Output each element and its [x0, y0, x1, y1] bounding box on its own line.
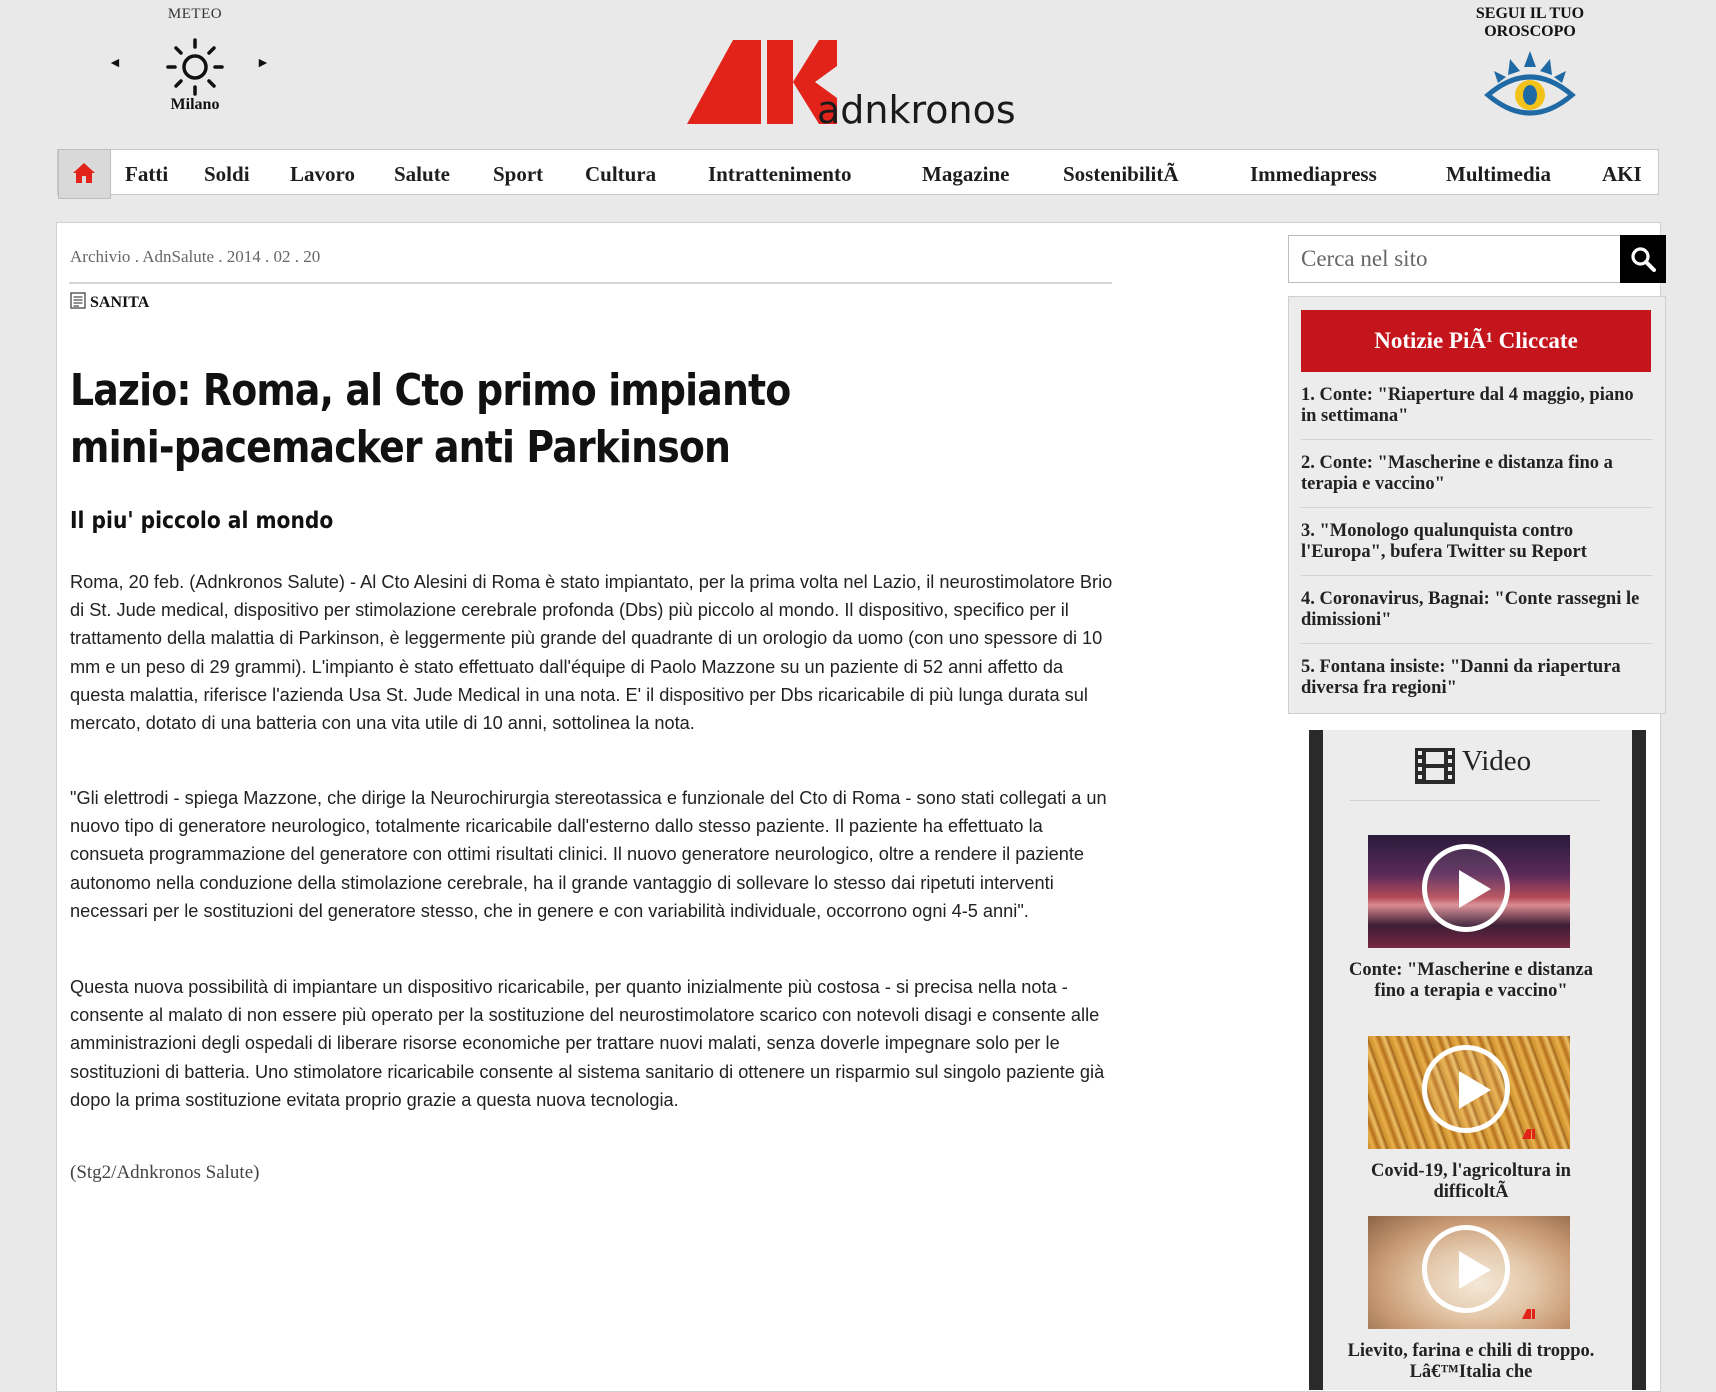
category-label: SANITA — [90, 294, 150, 311]
nav-item-multimedia[interactable]: Multimedia — [1446, 162, 1551, 186]
breadcrumb-adnsalute[interactable]: AdnSalute — [142, 247, 215, 266]
home-icon — [73, 163, 95, 183]
adnkronos-logo-small — [1522, 1129, 1540, 1139]
nav-item-sostenibilita[interactable]: SostenibilitÃ — [1063, 162, 1179, 186]
breadcrumb-month[interactable]: 02 — [273, 247, 291, 266]
adnkronos-logo-small — [1522, 1309, 1540, 1319]
search-input[interactable] — [1289, 236, 1617, 282]
breadcrumb: Archivio . AdnSalute . 2014 . 02 . 20 — [70, 247, 321, 266]
video-card[interactable] — [1340, 835, 1602, 1002]
article-paragraph: "Gli elettrodi - spiega Mazzone, che dirige la Neurochirurgia stereotassica e funzionale del Cto di Roma - sono stati collegati a un nuovo tipo di generatore neurologico, totalmente ricaricabile dall'esterno dallo stesso paziente. Il paziente ha effettuato la consueta programmazione del generatore con ottimi risultati clinici. Il nuovo generatore neurologico, oltre a rendere il paziente autonomo nella conduzione della stimolazione cerebrale, ha il grande vantaggio di sollevare lo stesso dai ripetuti interventi necessari per le sostituzioni del generatore stesso, che in genere e con variabilità individuale, occorrono ogni 4-5 anni". — [70, 788, 1107, 921]
popular-item[interactable]: 2. Conte: "Mascherine e distanza fino a terapia e vaccino" — [1301, 450, 1653, 508]
category-tag[interactable] — [70, 292, 149, 312]
article-paragraph: Questa nuova possibilità di impiantare un dispositivo ricaricabile, per quanto inizialmente più costosa - si precisa nella nota - consente al malato di non essere più operato per la sostituzione del neurostimolatore scarico con notevoli disagi e consente alle amministrazioni degli ospedali di liberare risorse economiche per trattare nuovi malati, senza doverle impegnare solo per le sostituzioni di batteria. Uno stimolatore ricaricabile consente al sistema sanitario di ottenere un risparmio sul singolo paziente già dopo la prima sostituzione evitata proprio grazie a questa nuova tecnologia. — [70, 977, 1105, 1110]
eye-icon — [1484, 49, 1576, 121]
video-divider — [1350, 800, 1600, 801]
popular-item[interactable]: 3. "Monologo qualunquista contro l'Europa", bufera Twitter su Report — [1301, 518, 1653, 576]
brand-name: adnkronos — [817, 88, 1016, 128]
main-nav — [57, 149, 1659, 195]
breadcrumb-year[interactable]: 2014 — [226, 247, 261, 266]
weather-label: METEO — [167, 6, 223, 22]
video-section-title: Video — [1462, 745, 1532, 777]
search-button[interactable] — [1620, 235, 1666, 283]
video-thumbnail[interactable] — [1368, 835, 1570, 948]
horoscope-label-line2: OROSCOPO — [1484, 23, 1576, 40]
video-card[interactable] — [1340, 1216, 1602, 1383]
breadcrumb-divider — [69, 282, 1112, 284]
video-caption[interactable]: Covid-19, l'agricoltura in difficoltÃ — [1371, 1161, 1571, 1202]
sun-icon — [160, 32, 230, 102]
nav-item-soldi[interactable]: Soldi — [204, 162, 250, 186]
nav-item-aki[interactable]: AKI — [1602, 162, 1642, 186]
video-caption[interactable]: Lievito, farina e chili di troppo. Lâ€™Italia che — [1347, 1341, 1595, 1382]
article-title: Lazio: Roma, al Cto primo impianto mini-pacemacker anti Parkinson — [70, 365, 791, 473]
document-icon — [70, 292, 86, 309]
nav-item-immediapress[interactable]: Immediapress — [1250, 162, 1377, 186]
home-button[interactable] — [58, 149, 111, 199]
horoscope-label-line1: SEGUI IL TUO — [1475, 5, 1585, 22]
article-paragraph: Roma, 20 feb. (Adnkronos Salute) - Al Cto Alesini di Roma è stato impiantato, per la prima volta nel Lazio, il neurostimolatore Brio di St. Jude medical, dispositivo per stimolazione cerebrale profonda (Dbs) più piccolo al mondo. Il dispositivo, specifico per il trattamento della malattia di Parkinson, è leggermente più grande del quadrante di un orologio da uomo (con uno spessore di 10 mm e un peso di 29 grammi). L'impianto è stato effettuato dall'équipe di Paolo Mazzone su un paziente di 52 anni affetto da questa malattia, riferisce l'azienda Usa St. Jude Medical in una nota. E' il dispositivo per Dbs ricaricabile di più lunga durata sul mercato, dotato di una batteria con una vita utile di 10 anni, sottolinea la nota. — [70, 572, 1113, 734]
popular-header: Notizie PiÃ¹ Cliccate — [1301, 310, 1651, 372]
nav-item-salute[interactable]: Salute — [394, 162, 451, 186]
nav-item-intrattenimento[interactable]: Intrattenimento — [708, 162, 852, 186]
breadcrumb-archivio[interactable]: Archivio — [70, 247, 131, 266]
weather-next-arrow-icon[interactable]: ► — [256, 56, 270, 71]
play-icon — [1422, 1225, 1510, 1313]
video-caption[interactable]: Conte: "Mascherine e distanza fino a terapia e vaccino" — [1348, 960, 1594, 1001]
video-card[interactable] — [1340, 1036, 1602, 1203]
nav-item-magazine[interactable]: Magazine — [922, 162, 1010, 186]
article-subtitle: Il piu' piccolo al mondo — [70, 508, 334, 534]
search-icon — [1630, 246, 1656, 272]
popular-list — [1301, 382, 1653, 722]
popular-item[interactable]: 5. Fontana insiste: "Danni da riapertura diversa fra regioni" — [1301, 657, 1621, 698]
weather-prev-arrow-icon[interactable]: ◄ — [108, 56, 122, 71]
article-signature: (Stg2/Adnkronos Salute) — [70, 1162, 260, 1183]
weather-widget — [100, 6, 290, 118]
play-icon — [1422, 844, 1510, 932]
popular-item[interactable]: 1. Conte: "Riaperture dal 4 maggio, piano in settimana" — [1301, 382, 1653, 440]
adnkronos-logo[interactable] — [687, 38, 1032, 128]
nav-item-cultura[interactable]: Cultura — [585, 162, 657, 186]
play-icon — [1422, 1045, 1510, 1133]
nav-item-fatti[interactable]: Fatti — [125, 162, 169, 186]
breadcrumb-day[interactable]: 20 — [303, 247, 321, 266]
film-icon — [1415, 746, 1455, 786]
weather-city: Milano — [170, 96, 220, 113]
video-thumbnail[interactable] — [1368, 1216, 1570, 1329]
nav-item-sport[interactable]: Sport — [493, 162, 544, 186]
nav-item-lavoro[interactable]: Lavoro — [290, 162, 355, 186]
horoscope-widget[interactable] — [1440, 5, 1620, 120]
video-thumbnail[interactable] — [1368, 1036, 1570, 1149]
popular-item[interactable]: 4. Coronavirus, Bagnai: "Conte rassegni le dimissioni" — [1301, 586, 1653, 644]
search-box — [1288, 235, 1666, 283]
